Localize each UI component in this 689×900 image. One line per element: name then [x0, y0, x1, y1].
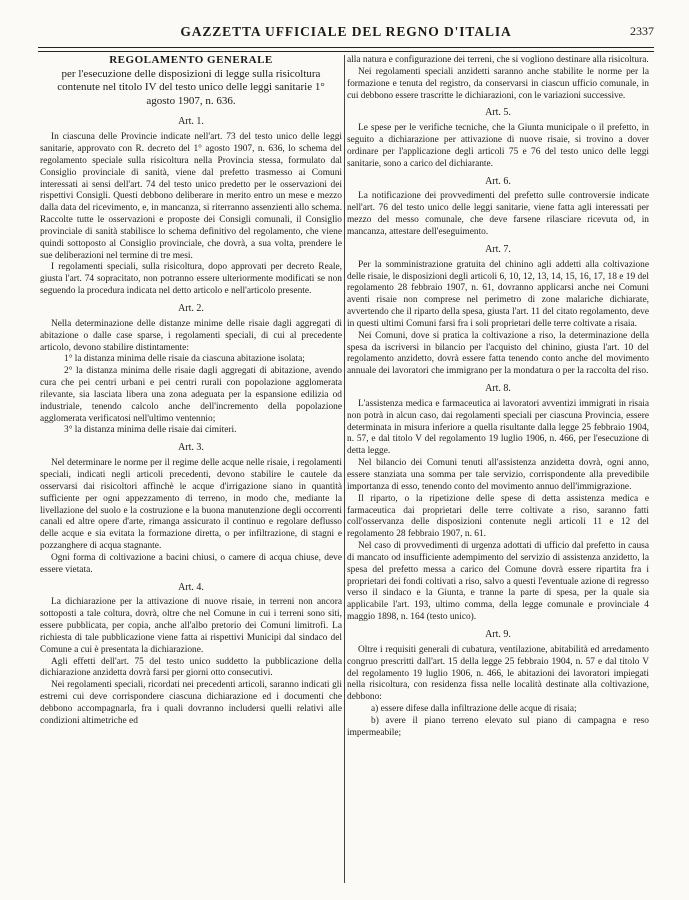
paragraph: Oltre i requisiti generali di cubatura, ventilazione, abitabilità ed arredamento congruo prescritti dall'art. 15 della legge 25 febbraio 1904, n. 57 e dal titolo V del regolamento 19 luglio 1906, n. 466, le abitazioni dei lavoratori impiegati nella risicoltura, con residenza fissa nelle località destinate alla coltivazione, debbono:: [347, 644, 649, 703]
paragraph: alla natura e configurazione dei terreni, che si vogliono destinare alla risicoltura.: [347, 55, 649, 65]
paragraph: Nella determinazione delle distanze minime delle risaie dagli aggregati di abitazione o dalle case sparse, i regolamenti speciali, di cui al precedente articolo, devono stabilire distintamente:: [40, 318, 342, 353]
header-rule: [38, 47, 654, 52]
paragraph: Nei Comuni, dove si pratica la coltivazione a riso, la determinazione della spesa da iscriversi in bilancio per l'acquisto del chinino, giusta l'art. 10 del regolamento anzidetto, dovrà essere fatta tenendo conto anche del movimento annuale dei lavoratori che immigrano per la mondatura o per la raccolta del riso.: [347, 330, 649, 377]
list-item: 2° la distanza minima delle risaie dagli aggregati di abitazione, avendo cura che pei centri urbani e pei centri rurali con popolazione agglomerata rilevante, sia lasciata libera una zona adeguata per la espansione edilizia od industriale, tenendo calcolo anche dell'incremento della popolazione agglomerata verificatosi nell'ultimo ventennio;: [40, 366, 342, 424]
gazette-title: GAZZETTA UFFICIALE DEL REGNO D'ITALIA: [180, 24, 512, 39]
article-heading: Art. 2.: [178, 303, 204, 314]
paragraph: Per la somministrazione gratuita del chinino agli addetti alla coltivazione delle risaie, le disposizioni degli articoli 6, 10, 12, 13, 14, 15, 16, 17, 18 e 19 del regolamento 28 febbraio 1907, n. 61, dovranno applicarsi anche nei Comuni aventi risaie non comprese nel perimetro di zone malariche dichiarate, avvertendo che il riparto della spesa, giusta l'art. 11 del citato regolamento, deve in questi ultimi Comuni farsi fra i soli proprietari delle terre coltivate a risaia.: [347, 259, 649, 329]
regulation-subtitle: per l'esecuzione delle disposizioni di legge sulla risicoltura contenute nel titolo IV del testo unico delle leggi sanitarie 1° agosto 1907, n. 636.: [57, 67, 325, 107]
article-heading: Art. 5.: [485, 107, 511, 119]
paragraph: Nel bilancio dei Comuni tenuti all'assistenza anzidetta dovrà, ogni anno, essere stanziata una somma per tale servizio, corrispondente alla prevedibile importanza di esso, tenendo conto del movimento annuo dell'immigrazione.: [347, 458, 649, 492]
paragraph: Il riparto, o la ripetizione delle spese di detta assistenza medica e farmaceutica dai proprietari delle terre coltivate a riso, saranno fatti coll'osservanza delle disposizioni contenute negli articoli 11 e 12 del regolamento 28 febbraio 1907, n. 61.: [347, 493, 649, 540]
paragraph: Nei regolamenti speciali, ricordati nei precedenti articoli, saranno indicati gli estremi cui deve corrispondere ciascuna dichiarazione ed i documenti che debbono accompagnarla, fra i quali dovranno includersi quelli relativi alle condizioni altimetriche ed: [40, 680, 342, 726]
paragraph: I regolamenti speciali, sulla risicoltura, dopo approvati per decreto Reale, giusta l'art. 74 sopracitato, non potranno essere ulteriormente modificati se non seguendo la procedura indicata nel detto articolo e nell'articolo presente.: [40, 262, 342, 297]
list-item: a) essere difese dalla infiltrazione delle acque di risaia;: [371, 704, 577, 715]
list-item: 3° la distanza minima delle risaie dai cimiteri.: [64, 425, 237, 436]
list-item: b) avere il piano terreno elevato sul piano di campagna e reso impermeabile;: [347, 715, 649, 738]
article-heading: Art. 9.: [485, 628, 511, 640]
left-column: [40, 55, 342, 728]
paragraph: Agli effetti dell'art. 75 del testo unico suddetto la pubblicazione della dichiarazione anzidetta dovrà farsi per giorni otto consecutivi.: [40, 656, 342, 679]
paragraph: In ciascuna delle Provincie indicate nell'art. 73 del testo unico delle leggi sanitarie, approvato con R. decreto del 1° agosto 1907, n. 636, lo schema del regolamento speciale sulla risicoltura nella Provincia stessa, formulato dal Consiglio provinciale di sanità, viene dal prefetto trasmesso ai Comuni interessati ai sensi dell'art. 74 del testo unico predetto per le osservazioni dei rispettivi Consigli. Questi debbono deliberare in merito entro un mese e mezzo dalla data del ricevimento, e, in mancanza, si riterranno assenzienti allo schema. Raccolte tutte le osservazioni e proposte dei Consigli comunali, il Consiglio provinciale di sanità stabilisce lo schema definitivo del regolamento, che viene quindi sottoposto al Consiglio provinciale, che dovrà, a sua volta, prendere le sue deliberazioni nel termine di tre mesi.: [40, 132, 342, 261]
paragraph: Nel caso di provvedimenti di urgenza adottati di ufficio dal prefetto in causa di mancato od insufficiente adempimento del servizio di assistenza anzidetto, la spesa del prefetto messa a carico del Comune dovrà essere ripartita fra i proprietari dei fondi coltivati a riso, salvo a questi l'eventuale azione di regresso verso il sindaco e la Giunta, e tranne la parte di spesa, per la quale sia applicabile l'art. 193, ultimo comma, della legge comunale e provinciale 4 maggio 1898, n. 164 (testo unico).: [347, 541, 649, 623]
paragraph: Le spese per le verifiche tecniche, che la Giunta municipale o il prefetto, in seguito a dichiarazione per attivazione di nuove risaie, si trovino a dover ordinare per l'applicazione degli articoli 75 e 76 del testo unico delle leggi sanitarie, sono a carico del dichiarante.: [347, 123, 649, 169]
paragraph: La dichiarazione per la attivazione di nuove risaie, in terreni non ancora sottoposti a tale coltura, dovrà, oltre che nel Comune in cui i terreni sono siti, essere pubblicata, per copia, anche all'albo pretorio dei Comuni limitrofi. La richiesta di tale pubblicazione viene fatta ai rispettivi Municipi dal sindaco del Comune a cui è presentata la dichiarazione.: [40, 597, 342, 655]
right-column: [347, 55, 649, 740]
article-heading: Art. 4.: [178, 581, 204, 593]
page-header: [38, 8, 654, 48]
article-heading: Art. 3.: [178, 442, 204, 454]
paragraph: Ogni forma di coltivazione a bacini chiusi, o camere di acqua chiuse, deve essere vietata.: [40, 552, 342, 575]
article-heading: Art. 6.: [485, 175, 511, 187]
regulation-title: REGOLAMENTO GENERALE: [109, 54, 273, 66]
article-heading: Art. 7.: [485, 243, 511, 255]
article-heading: Art. 1.: [178, 116, 204, 128]
list-item: 1° la distanza minima delle risaie da ciascuna abitazione isolata;: [64, 354, 305, 365]
paragraph: La notificazione dei provvedimenti del prefetto sulle controversie indicate nell'art. 76 del testo unico delle leggi sanitarie, viene fatta agli interessati per mezzo del messo comunale, che deve farsene rilasciare ricevuta od, in mancanza, attestare dell'eseguimento.: [347, 191, 649, 237]
paragraph: Nei regolamenti speciali anzidetti saranno anche stabilite le norme per la formazione e tenuta del registro, da conservarsi in ciascun ufficio comunale, in cui debbono essere trascritte le dichiarazioni, con le variazioni successive.: [347, 66, 649, 101]
column-divider: [344, 55, 345, 883]
page-number: 2337: [630, 24, 654, 38]
article-heading: Art. 8.: [485, 383, 511, 395]
paragraph: Nel determinare le norme per il regime delle acque nelle risaie, i regolamenti speciali, indicati negli articoli precedenti, devono stabilire le cautele da osservarsi dai risicoltori affinchè le acque d'irrigazione siano in quantità sufficiente per ogni appezzamento di terreno, in modo che, mediante la livellazione del suolo e la costruzione e la buona manutenzione degli occorrenti canali ed altre opere d'arte, rimanga assicurato il continuo e regolare deflusso delle acque e sia evitata la formazione diretta, o per infiltrazione, di stagni e pozzanghere di acqua stagnante.: [40, 458, 342, 552]
paragraph: L'assistenza medica e farmaceutica ai lavoratori avventizi immigrati in risaia non potrà in alcun caso, dai regolamenti speciali per ciascuna Provincia, essere determinata in misura inferiore a quella risultante dalla legge 25 febbraio 1904, n. 57, e dal titolo V del regolamento 19 luglio 1906, n. 466, per l'esecuzione di detta legge.: [347, 398, 649, 457]
